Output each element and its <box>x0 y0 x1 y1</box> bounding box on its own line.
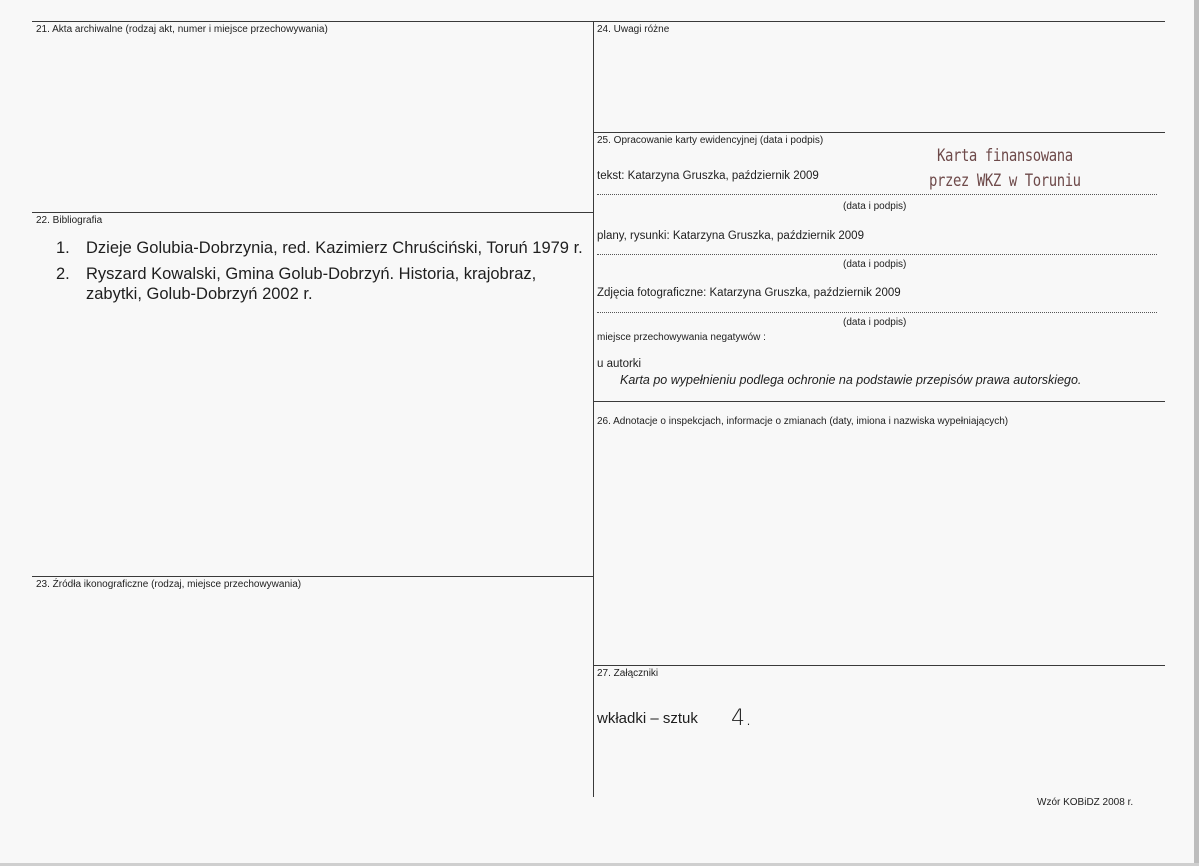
section-27-rule <box>593 665 1165 666</box>
bibliography-list <box>56 238 590 310</box>
text-author-line: tekst: Katarzyna Gruszka, październik 2009 <box>597 170 819 182</box>
section-23-label: 23. Źródła ikonograficzne (rodzaj, miejsce przechowywania) <box>36 579 302 590</box>
dotted-line <box>597 312 1157 313</box>
date-signature-caption: (data i podpis) <box>843 317 907 328</box>
scan-edge-right <box>1194 0 1199 866</box>
bibliography-item-text: Dzieje Golubia-Dobrzynia, red. Kazimierz Chruściński, Toruń 1979 r. <box>86 239 583 257</box>
bibliography-item-number: 2. <box>56 265 70 283</box>
date-signature-caption: (data i podpis) <box>843 201 907 212</box>
section-23-rule <box>32 576 593 577</box>
form-template-footer: Wzór KOBiDZ 2008 r. <box>1037 797 1134 808</box>
section-27-label: 27. Załączniki <box>597 668 659 679</box>
photos-author-line: Zdjęcia fotograficzne: Katarzyna Gruszka, październik 2009 <box>597 287 901 299</box>
bibliography-item <box>56 238 590 258</box>
funding-stamp-line1: Karta finansowana <box>937 146 1073 166</box>
attachments-text: wkładki – sztuk <box>597 710 698 727</box>
negatives-location-label: miejsce przechowywania negatywów : <box>597 332 766 343</box>
plans-author-line: plany, rysunki: Katarzyna Gruszka, październik 2009 <box>597 230 864 242</box>
section-25-rule <box>593 132 1165 133</box>
section-25-label: 25. Opracowanie karty ewidencyjnej (data i podpis) <box>597 135 824 146</box>
bibliography-item-number: 1. <box>56 239 70 257</box>
section-24-label: 24. Uwagi różne <box>597 24 670 35</box>
dotted-line <box>597 254 1157 255</box>
section-22-label: 22. Bibliografia <box>36 215 103 226</box>
funding-stamp-line2: przez WKZ w Toruniu <box>929 171 1081 191</box>
copyright-note: Karta po wypełnieniu podlega ochronie na podstawie przepisów prawa autorskiego. <box>620 373 1082 387</box>
attachments-count-handwritten: 4. <box>731 706 752 731</box>
top-rule-left <box>32 21 593 22</box>
column-divider <box>593 21 594 797</box>
negatives-location-value: u autorki <box>597 358 642 370</box>
bibliography-item-text: Ryszard Kowalski, Gmina Golub-Dobrzyń. Historia, krajobraz, zabytki, Golub-Dobrzyń 2002 r. <box>86 265 537 303</box>
section-26-rule <box>593 401 1165 402</box>
section-26-label: 26. Adnotacje o inspekcjach, informacje o zmianach (daty, imiona i nazwiska wypełniających) <box>597 416 1009 427</box>
top-rule-right <box>593 21 1165 22</box>
date-signature-caption: (data i podpis) <box>843 259 907 270</box>
section-21-label: 21. Akta archiwalne (rodzaj akt, numer i miejsce przechowywania) <box>36 24 328 35</box>
bibliography-item <box>56 264 590 304</box>
dotted-line <box>597 194 1157 195</box>
section-22-rule <box>32 212 593 213</box>
